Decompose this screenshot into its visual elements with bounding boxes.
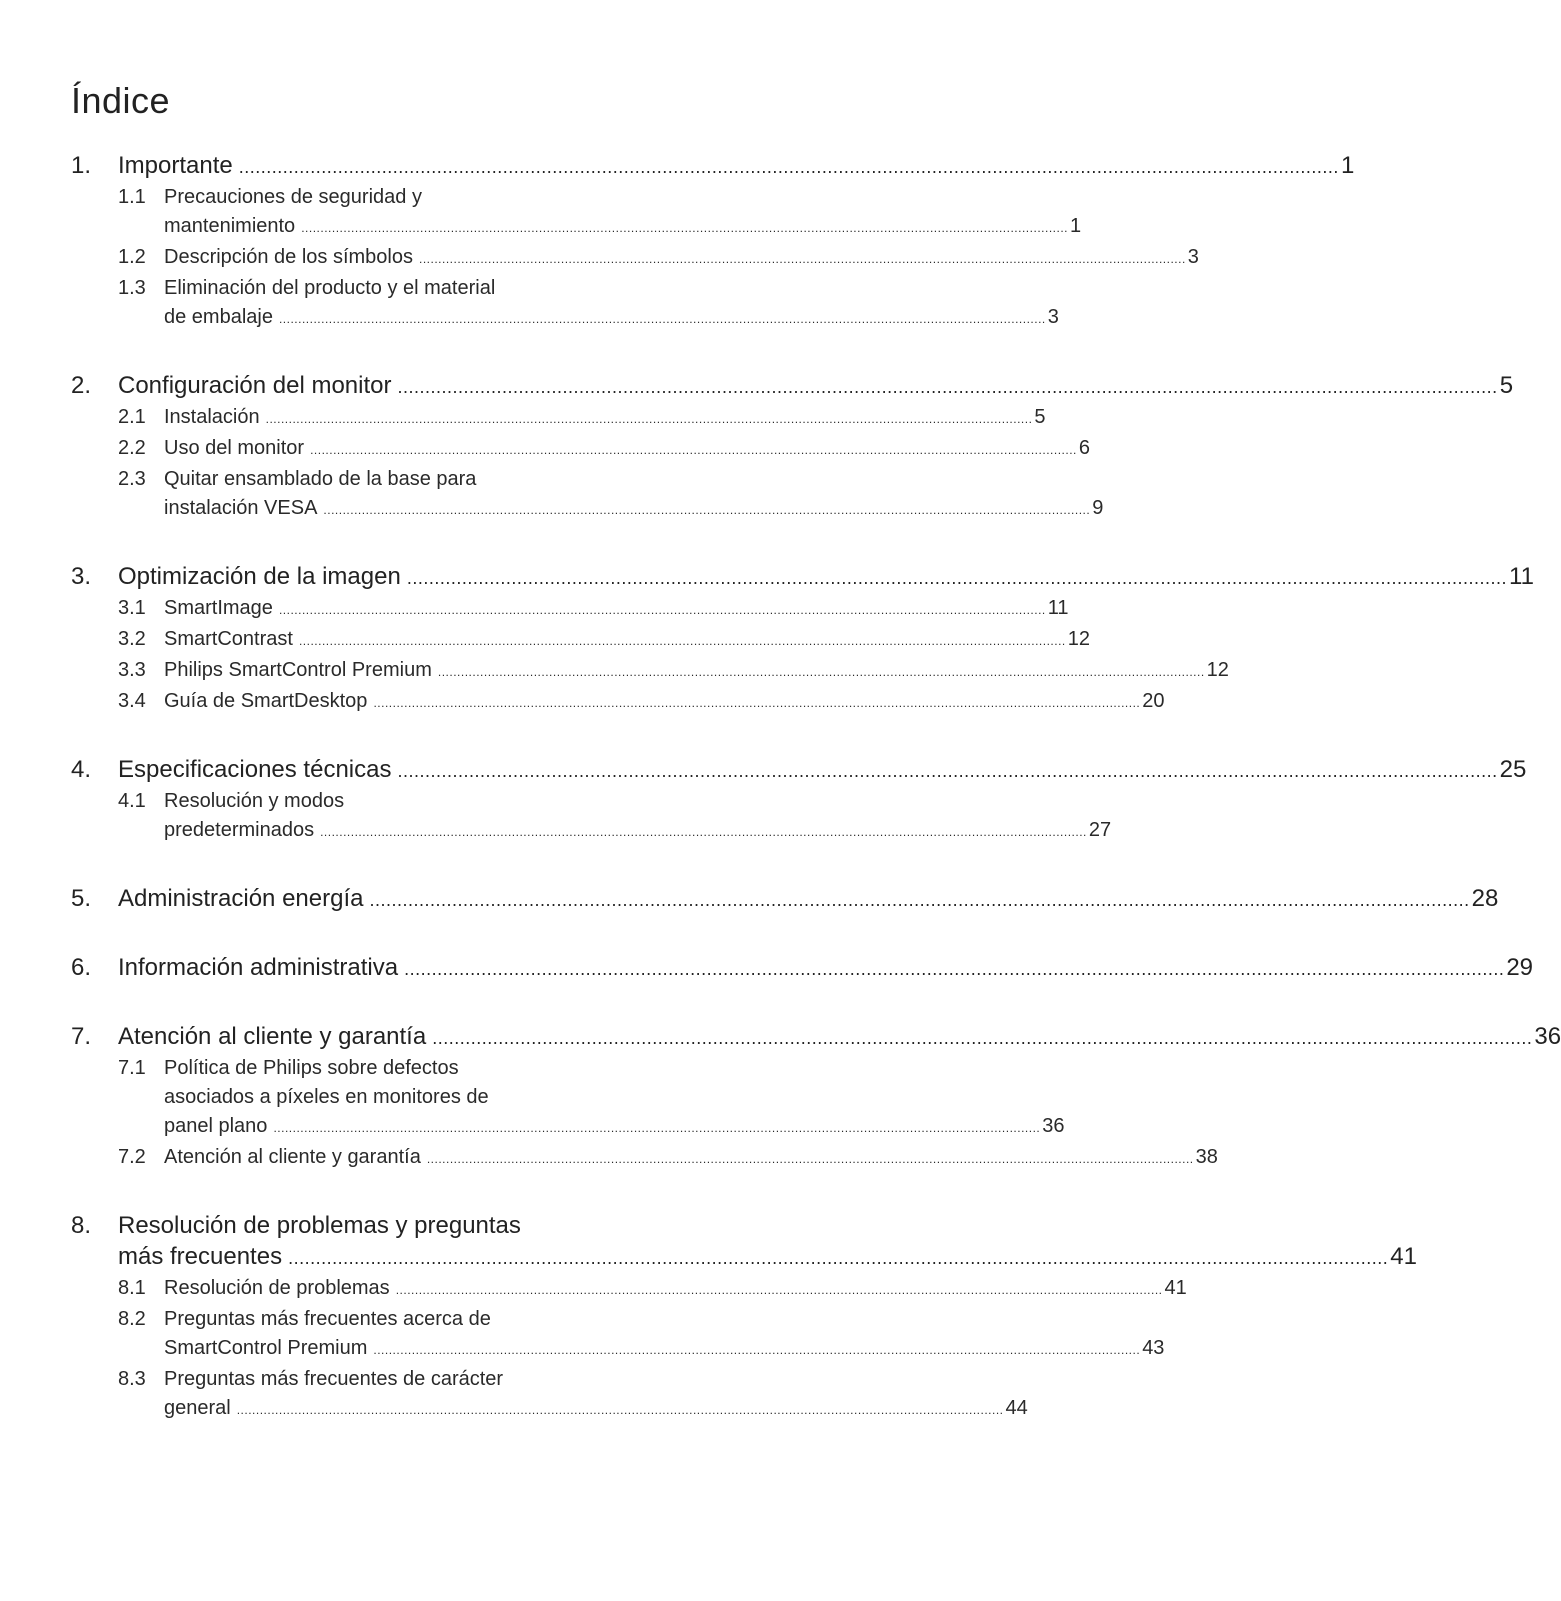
- toc-section: [71, 952, 1534, 985]
- toc-entry-leader-row: [71, 1334, 1165, 1365]
- toc-entry-number: 8.: [71, 1212, 92, 1239]
- toc-subsection-entry[interactable]: [71, 787, 1112, 847]
- toc-entry-number: 7.: [71, 1023, 92, 1050]
- toc-entry-leader-row: [71, 150, 1355, 183]
- toc-entry-line: [71, 434, 1090, 465]
- toc-entry-label: SmartImage: [164, 597, 273, 619]
- toc-subsection-entry[interactable]: [71, 1143, 1218, 1174]
- toc-entry-label: Preguntas más frecuentes de carácter: [164, 1368, 504, 1390]
- toc-page-number[interactable]: 36: [1534, 1023, 1561, 1050]
- toc-page-number[interactable]: 36: [1042, 1115, 1065, 1137]
- toc-entry-label: Resolución y modos: [164, 790, 345, 812]
- toc-page-number[interactable]: 6: [1078, 437, 1090, 459]
- toc-page-number[interactable]: 20: [1142, 690, 1165, 712]
- toc-entry-number: 7.2: [118, 1146, 146, 1168]
- toc-entry-number: 4.: [71, 756, 92, 783]
- toc-entry-label: SmartContrast: [164, 628, 293, 650]
- dot-leader: ........................................................................................................................................................................................................: [238, 157, 1339, 177]
- toc-subsection-entry[interactable]: [71, 1054, 1065, 1143]
- toc-entry-number: 1.: [71, 152, 92, 179]
- toc-section-heading[interactable]: [71, 952, 1534, 985]
- toc-entry-number: 3.1: [118, 597, 146, 619]
- toc-entry-label: Atención al cliente y garantía: [164, 1146, 421, 1168]
- toc-page-number[interactable]: 11: [1047, 597, 1069, 619]
- toc-heading-line: [71, 1021, 1561, 1054]
- toc-section: [71, 754, 1527, 847]
- toc-entry-line: [71, 212, 1082, 243]
- toc-entry-number: 3.3: [118, 659, 146, 681]
- toc-entry-number: 2.1: [118, 406, 146, 428]
- toc-entry-label: Uso del monitor: [164, 437, 305, 459]
- toc-entry-leader-row: [71, 952, 1534, 985]
- toc-page-number[interactable]: 27: [1088, 819, 1112, 841]
- toc-entry-label: Philips SmartControl Premium: [164, 659, 432, 681]
- toc-subsection-entry[interactable]: [71, 1365, 1028, 1425]
- toc-subsection-entry[interactable]: [71, 687, 1165, 718]
- toc-page-number[interactable]: 41: [1164, 1277, 1187, 1299]
- toc-entry-label: Resolución de problemas: [164, 1277, 390, 1299]
- toc-section-heading[interactable]: [71, 883, 1499, 916]
- dot-leader: ........................................................................................................................................................................................................: [236, 1403, 1004, 1417]
- toc-entry-line: [71, 1305, 529, 1334]
- table-of-contents: [71, 150, 1561, 1461]
- toc-entry-number: 6.: [71, 954, 92, 981]
- toc-heading-line: [71, 370, 1514, 403]
- toc-entry-leader-row: [71, 754, 1527, 787]
- toc-page-number[interactable]: 25: [1499, 756, 1527, 783]
- toc-section-heading[interactable]: [71, 150, 1355, 183]
- toc-subsection-entry[interactable]: [71, 274, 1059, 334]
- toc-page-number[interactable]: 41: [1390, 1243, 1417, 1270]
- toc-entry-line: [71, 274, 529, 303]
- toc-page-number[interactable]: 28: [1471, 885, 1499, 912]
- toc-entry-label: Instalación: [164, 406, 260, 428]
- dot-leader: ........................................................................................................................................................................................................: [395, 1283, 1163, 1297]
- dot-leader: ........................................................................................................................................................................................................: [320, 825, 1087, 839]
- toc-heading-line: [71, 883, 1499, 916]
- toc-entry-line: [71, 1394, 1028, 1425]
- toc-entry-line: [71, 1274, 1187, 1305]
- toc-entry-label: Especificaciones técnicas: [118, 756, 392, 783]
- toc-entry-label: general: [164, 1397, 231, 1419]
- toc-entry-label: Atención al cliente y garantía: [118, 1023, 427, 1050]
- toc-entry-number: 7.1: [118, 1057, 146, 1079]
- toc-entry-label: Guía de SmartDesktop: [164, 690, 368, 712]
- toc-page-number[interactable]: 9: [1092, 497, 1104, 519]
- toc-entry-label: SmartControl Premium: [164, 1337, 368, 1359]
- toc-entry-number: 3.: [71, 563, 92, 590]
- toc-entry-label: panel plano: [164, 1115, 268, 1137]
- toc-entry-line: [71, 625, 1090, 656]
- toc-subsection-entry[interactable]: [71, 1305, 1165, 1365]
- toc-entry-leader-row: [71, 1394, 1028, 1425]
- toc-page-number[interactable]: 11: [1509, 563, 1534, 590]
- toc-page-number[interactable]: 43: [1142, 1337, 1165, 1359]
- toc-entry-line: [71, 1112, 1065, 1143]
- dot-leader: ........................................................................................................................................................................................................: [278, 312, 1046, 326]
- toc-page-number[interactable]: 44: [1005, 1397, 1028, 1419]
- toc-entry-label: Importante: [118, 152, 233, 179]
- toc-entry-label: Preguntas más frecuentes acerca de: [164, 1308, 491, 1330]
- toc-entry-label: predeterminados: [164, 819, 315, 841]
- toc-subsection-entry[interactable]: [71, 656, 1229, 687]
- dot-leader: ........................................................................................................................................................................................................: [323, 503, 1091, 517]
- toc-section-heading[interactable]: [71, 1021, 1561, 1054]
- toc-section-heading[interactable]: [71, 370, 1514, 403]
- dot-leader: ........................................................................................................................................................................................................: [273, 1121, 1041, 1135]
- toc-section-heading[interactable]: [71, 561, 1534, 594]
- toc-subsection-entry[interactable]: [71, 594, 1069, 625]
- toc-entry-number: 2.: [71, 372, 92, 399]
- toc-entry-number: 2.2: [118, 437, 146, 459]
- dot-leader: ........................................................................................................................................................................................................: [373, 1343, 1141, 1357]
- toc-heading-line: [71, 952, 1534, 985]
- toc-subsection-entry[interactable]: [71, 183, 1082, 243]
- toc-entry-number: 2.3: [118, 468, 146, 490]
- toc-entry-label: instalación VESA: [164, 497, 318, 519]
- toc-entry-leader-row: [71, 561, 1534, 594]
- toc-page-number[interactable]: 3: [1187, 246, 1199, 268]
- toc-entry-label: Quitar ensamblado de la base para: [164, 468, 477, 490]
- toc-heading-line: [71, 561, 1534, 594]
- toc-entry-number: 3.4: [118, 690, 146, 712]
- dot-leader: ........................................................................................................................................................................................................: [301, 221, 1068, 235]
- toc-page-number[interactable]: 12: [1206, 659, 1229, 681]
- page-title: Índice: [71, 80, 171, 121]
- toc-page-number[interactable]: 12: [1067, 628, 1090, 650]
- toc-entry-line: [71, 594, 1069, 625]
- toc-page-number[interactable]: 5: [1499, 372, 1514, 399]
- toc-entry-line: [71, 787, 529, 816]
- toc-entry-label: Descripción de los símbolos: [164, 246, 413, 268]
- toc-entry-line: [71, 656, 1229, 687]
- toc-entry-number: 1.3: [118, 277, 146, 299]
- dot-leader: ........................................................................................................................................................................................................: [397, 377, 1498, 397]
- toc-section: [71, 150, 1355, 334]
- toc-subsection-entry[interactable]: [71, 243, 1199, 274]
- toc-heading-line: [71, 754, 1527, 787]
- toc-subsection-entry[interactable]: [71, 465, 1104, 525]
- toc-entry-label: más frecuentes: [118, 1243, 283, 1270]
- dot-leader: ........................................................................................................................................................................................................: [437, 665, 1205, 679]
- toc-heading-line: [71, 1241, 1417, 1274]
- toc-entry-leader-row: [71, 1241, 1417, 1274]
- toc-entry-number: 8.2: [118, 1308, 146, 1330]
- toc-entry-number: 8.1: [118, 1277, 146, 1299]
- toc-subsection-entry[interactable]: [71, 625, 1090, 656]
- toc-entry-line: [71, 494, 1104, 525]
- toc-heading-line: [71, 150, 1355, 183]
- toc-heading-line: [71, 1210, 529, 1241]
- toc-entry-label: mantenimiento: [164, 215, 296, 237]
- toc-entry-leader-row: [71, 883, 1499, 916]
- toc-section: [71, 1210, 1417, 1425]
- toc-entry-label: Optimización de la imagen: [118, 563, 401, 590]
- dot-leader: ........................................................................................................................................................................................................: [310, 443, 1077, 457]
- toc-section: [71, 561, 1534, 718]
- dot-leader: ........................................................................................................................................................................................................: [406, 568, 1508, 588]
- toc-page-number[interactable]: 3: [1047, 306, 1059, 328]
- toc-page-number[interactable]: 5: [1034, 406, 1046, 428]
- toc-entry-label: Política de Philips sobre defectos: [164, 1057, 459, 1079]
- toc-page-number[interactable]: 1: [1069, 215, 1082, 237]
- toc-section: [71, 370, 1514, 525]
- dot-leader: ........................................................................................................................................................................................................: [426, 1152, 1194, 1166]
- toc-entry-number: 1.1: [118, 186, 146, 208]
- toc-entry-line: [71, 403, 1046, 434]
- toc-entry-label: asociados a píxeles en monitores de: [164, 1086, 489, 1108]
- toc-entry-number: 5.: [71, 885, 92, 912]
- toc-subsection-entry[interactable]: [71, 434, 1090, 465]
- toc-page-number[interactable]: 29: [1506, 954, 1534, 981]
- toc-section-heading[interactable]: [71, 754, 1527, 787]
- toc-page-number[interactable]: 1: [1340, 152, 1355, 179]
- toc-entry-leader-row: [71, 303, 1059, 334]
- toc-entry-label: Administración energía: [118, 885, 364, 912]
- toc-entry-line: [71, 1143, 1218, 1174]
- toc-entry-line: [71, 1334, 1165, 1365]
- toc-entry-number: 1.2: [118, 246, 146, 268]
- toc-entry-number: 4.1: [118, 790, 146, 812]
- toc-entry-leader-row: [71, 1112, 1065, 1143]
- toc-section: [71, 1021, 1561, 1174]
- dot-leader: ........................................................................................................................................................................................................: [397, 761, 1498, 781]
- toc-entry-line: [71, 243, 1199, 274]
- toc-entry-number: 8.3: [118, 1368, 146, 1390]
- toc-section-heading[interactable]: [71, 1210, 1417, 1274]
- toc-entry-line: [71, 816, 1112, 847]
- toc-entry-leader-row: [71, 1021, 1561, 1054]
- toc-entry-label: de embalaje: [164, 306, 273, 328]
- toc-entry-leader-row: [71, 370, 1514, 403]
- dot-leader: ........................................................................................................................................................................................................: [419, 252, 1186, 266]
- dot-leader: ........................................................................................................................................................................................................: [278, 603, 1046, 617]
- toc-entry-label: Resolución de problemas y preguntas: [118, 1212, 521, 1239]
- toc-entry-label: Eliminación del producto y el material: [164, 277, 496, 299]
- toc-entry-line: [71, 303, 1059, 334]
- toc-entry-line: [71, 1365, 529, 1394]
- dot-leader: ........................................................................................................................................................................................................: [298, 634, 1066, 648]
- dot-leader: ........................................................................................................................................................................................................: [404, 959, 1505, 979]
- toc-entry-leader-row: [71, 494, 1104, 525]
- toc-entry-line: [71, 1054, 529, 1083]
- toc-entry-leader-row: [71, 816, 1112, 847]
- dot-leader: ........................................................................................................................................................................................................: [373, 696, 1141, 710]
- dot-leader: ........................................................................................................................................................................................................: [369, 890, 1470, 910]
- dot-leader: ........................................................................................................................................................................................................: [288, 1248, 1389, 1268]
- dot-leader: ........................................................................................................................................................................................................: [432, 1028, 1533, 1048]
- toc-entry-leader-row: [71, 212, 1082, 243]
- toc-entry-line: [71, 183, 529, 212]
- toc-entry-label: Información administrativa: [118, 954, 399, 981]
- dot-leader: ........................................................................................................................................................................................................: [265, 412, 1033, 426]
- toc-entry-line: [71, 687, 1165, 718]
- toc-subsection-entry[interactable]: [71, 1274, 1187, 1305]
- toc-entry-label: Configuración del monitor: [118, 372, 392, 399]
- toc-subsection-entry[interactable]: [71, 403, 1046, 434]
- toc-entry-label: Precauciones de seguridad y: [164, 186, 422, 208]
- toc-page-number[interactable]: 38: [1195, 1146, 1218, 1168]
- toc-section: [71, 883, 1499, 916]
- toc-entry-number: 3.2: [118, 628, 146, 650]
- toc-entry-line: [71, 465, 529, 494]
- toc-entry-line: [71, 1083, 529, 1112]
